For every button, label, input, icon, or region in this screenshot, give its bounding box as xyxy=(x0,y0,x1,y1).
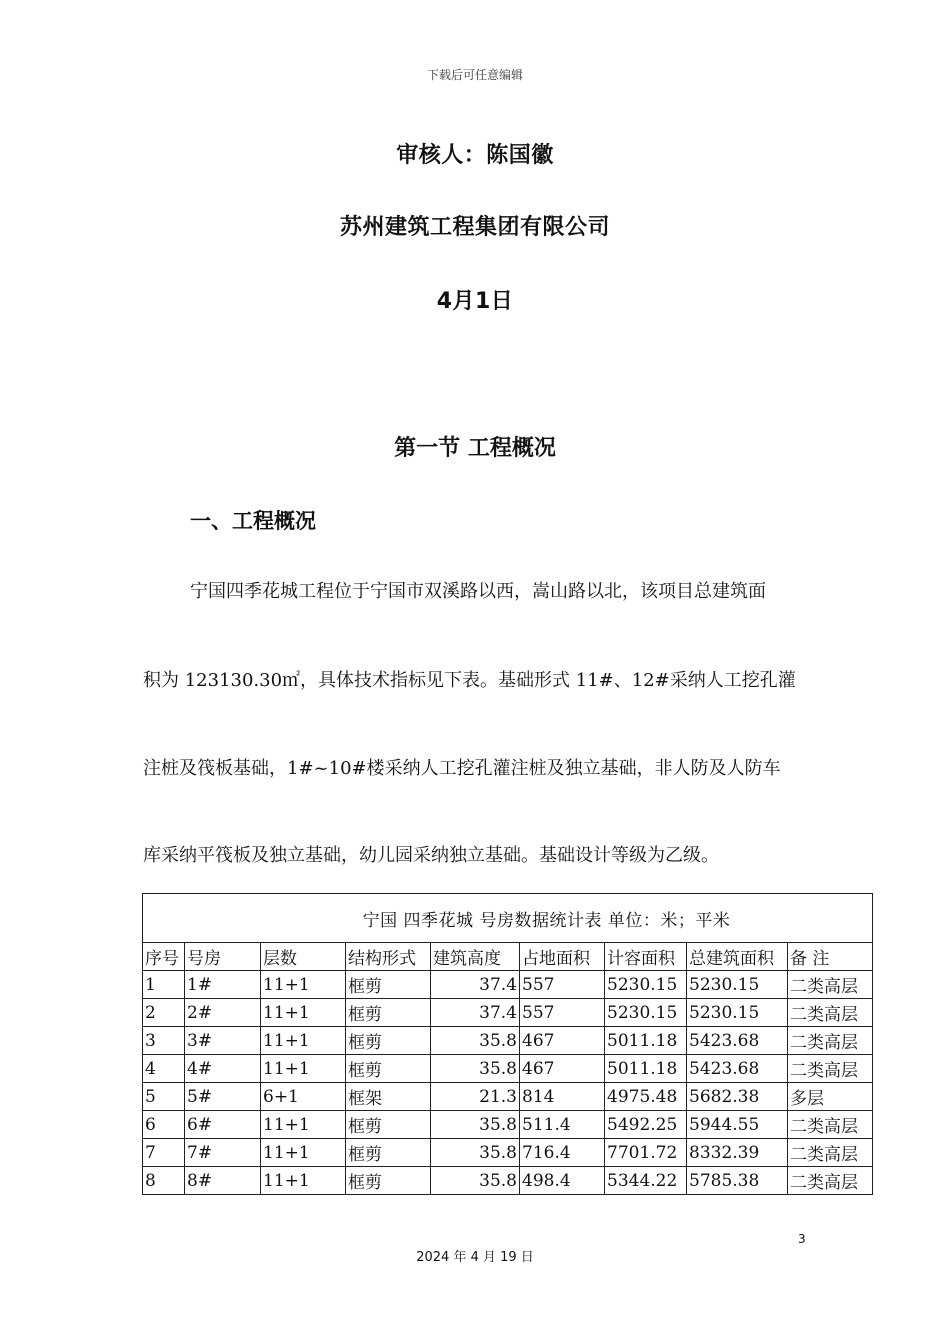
table-row xyxy=(143,1111,873,1139)
cell-far-area: 4975.48 xyxy=(605,1083,687,1111)
cell-remarks: 二类高层 xyxy=(788,1027,873,1055)
cell-footprint: 511.4 xyxy=(520,1111,605,1139)
cell-building: 6# xyxy=(185,1111,261,1139)
paragraph-line-4: 库采纳平筏板及独立基础，幼儿园采纳独立基础。基础设计等级为乙级。 xyxy=(143,845,719,866)
table-caption: 宁国 四季花城 号房数据统计表 单位：米；平米 xyxy=(143,894,873,943)
cell-index: 8 xyxy=(143,1167,185,1195)
cell-height: 35.8 xyxy=(431,1055,520,1083)
cell-height: 37.4 xyxy=(431,971,520,999)
cell-index: 7 xyxy=(143,1139,185,1167)
cell-structure: 框剪 xyxy=(346,1027,431,1055)
cell-far-area: 7701.72 xyxy=(605,1139,687,1167)
header-far-area: 计容面积 xyxy=(605,943,687,971)
download-note: 下载后可任意编辑 xyxy=(426,68,523,82)
cell-building: 8# xyxy=(185,1167,261,1195)
header-height: 建筑高度 xyxy=(431,943,520,971)
table-row xyxy=(143,1027,873,1055)
header-structure: 结构形式 xyxy=(346,943,431,971)
cell-structure: 框剪 xyxy=(346,971,431,999)
cell-structure: 框剪 xyxy=(346,999,431,1027)
cell-remarks: 二类高层 xyxy=(788,1139,873,1167)
table-row xyxy=(143,1083,873,1111)
cell-total-area: 5944.55 xyxy=(687,1111,788,1139)
footer-date: 2024 年 4 月 19 日 xyxy=(416,1250,534,1265)
cell-building: 5# xyxy=(185,1083,261,1111)
cell-far-area: 5344.22 xyxy=(605,1167,687,1195)
cell-index: 2 xyxy=(143,999,185,1027)
header-building: 号房 xyxy=(185,943,261,971)
table-row xyxy=(143,1139,873,1167)
cell-height: 35.8 xyxy=(431,1027,520,1055)
cell-floors: 11+1 xyxy=(261,999,346,1027)
paragraph-line-2: 积为 123130.30㎡，具体技术指标见下表。基础形式 11#、12#采纳人工挖孔灌 xyxy=(143,670,796,691)
table-row xyxy=(143,1055,873,1083)
cell-index: 1 xyxy=(143,971,185,999)
cell-index: 5 xyxy=(143,1083,185,1111)
cell-index: 4 xyxy=(143,1055,185,1083)
cell-height: 37.4 xyxy=(431,999,520,1027)
cell-total-area: 5230.15 xyxy=(687,971,788,999)
cell-remarks: 二类高层 xyxy=(788,1167,873,1195)
header-floors: 层数 xyxy=(261,943,346,971)
cell-structure: 框剪 xyxy=(346,1167,431,1195)
cell-total-area: 5785.38 xyxy=(687,1167,788,1195)
cell-footprint: 498.4 xyxy=(520,1167,605,1195)
cell-remarks: 二类高层 xyxy=(788,999,873,1027)
cell-floors: 11+1 xyxy=(261,1055,346,1083)
cell-remarks: 二类高层 xyxy=(788,1055,873,1083)
cell-structure: 框剪 xyxy=(346,1055,431,1083)
table-row xyxy=(143,1167,873,1195)
header-remarks: 备 注 xyxy=(788,943,873,971)
page-number: 3 xyxy=(798,1232,806,1246)
cell-floors: 11+1 xyxy=(261,1027,346,1055)
cell-index: 3 xyxy=(143,1027,185,1055)
cell-building: 4# xyxy=(185,1055,261,1083)
table-row xyxy=(143,971,873,999)
table-header-row xyxy=(143,943,873,971)
cell-floors: 6+1 xyxy=(261,1083,346,1111)
cell-building: 7# xyxy=(185,1139,261,1167)
cell-remarks: 二类高层 xyxy=(788,1111,873,1139)
header-total-area: 总建筑面积 xyxy=(687,943,788,971)
subsection-title: 一、工程概况 xyxy=(190,509,316,533)
cell-height: 35.8 xyxy=(431,1167,520,1195)
cell-floors: 11+1 xyxy=(261,1167,346,1195)
cell-building: 3# xyxy=(185,1027,261,1055)
cell-remarks: 多层 xyxy=(788,1083,873,1111)
cell-height: 21.3 xyxy=(431,1083,520,1111)
cell-total-area: 5423.68 xyxy=(687,1055,788,1083)
cell-far-area: 5492.25 xyxy=(605,1111,687,1139)
header-index: 序号 xyxy=(143,943,185,971)
cell-footprint: 716.4 xyxy=(520,1139,605,1167)
document-date: 4月1日 xyxy=(436,289,514,314)
cell-footprint: 467 xyxy=(520,1027,605,1055)
paragraph-line-3: 注桩及筏板基础，1#~10#楼采纳人工挖孔灌注桩及独立基础，非人防及人防车 xyxy=(143,758,781,779)
cell-total-area: 5423.68 xyxy=(687,1027,788,1055)
section-title: 第一节 工程概况 xyxy=(394,436,556,461)
company-name: 苏州建筑工程集团有限公司 xyxy=(339,215,610,240)
cell-remarks: 二类高层 xyxy=(788,971,873,999)
cell-floors: 11+1 xyxy=(261,1139,346,1167)
cell-footprint: 467 xyxy=(520,1055,605,1083)
building-stats-table xyxy=(142,893,873,1195)
paragraph-line-1: 宁国四季花城工程位于宁国市双溪路以西，嵩山路以北，该项目总建筑面 xyxy=(190,581,766,602)
cell-height: 35.8 xyxy=(431,1139,520,1167)
cell-far-area: 5011.18 xyxy=(605,1055,687,1083)
cell-far-area: 5011.18 xyxy=(605,1027,687,1055)
cell-floors: 11+1 xyxy=(261,1111,346,1139)
cell-floors: 11+1 xyxy=(261,971,346,999)
cell-building: 1# xyxy=(185,971,261,999)
cell-building: 2# xyxy=(185,999,261,1027)
cell-structure: 框剪 xyxy=(346,1139,431,1167)
table-row xyxy=(143,999,873,1027)
cell-total-area: 5682.38 xyxy=(687,1083,788,1111)
cell-footprint: 814 xyxy=(520,1083,605,1111)
cell-height: 35.8 xyxy=(431,1111,520,1139)
table-caption-row xyxy=(143,894,873,943)
cell-structure: 框架 xyxy=(346,1083,431,1111)
cell-structure: 框剪 xyxy=(346,1111,431,1139)
cell-total-area: 8332.39 xyxy=(687,1139,788,1167)
cell-far-area: 5230.15 xyxy=(605,999,687,1027)
cell-far-area: 5230.15 xyxy=(605,971,687,999)
reviewer-line: 审核人：陈国徽 xyxy=(396,143,554,168)
cell-total-area: 5230.15 xyxy=(687,999,788,1027)
cell-footprint: 557 xyxy=(520,999,605,1027)
cell-index: 6 xyxy=(143,1111,185,1139)
header-footprint: 占地面积 xyxy=(520,943,605,971)
cell-footprint: 557 xyxy=(520,971,605,999)
